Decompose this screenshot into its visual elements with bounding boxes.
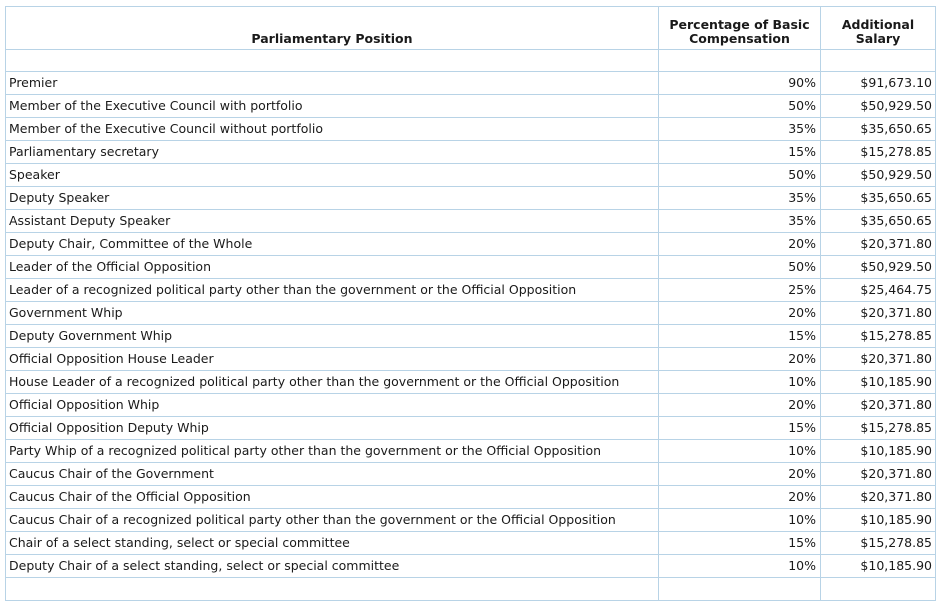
salary-cell: $10,185.90 — [821, 555, 936, 578]
spacer-row — [6, 50, 936, 72]
percentage-cell: 10% — [659, 509, 821, 532]
table-row — [6, 141, 936, 164]
table-row — [6, 210, 936, 233]
position-cell: Member of the Executive Council without portfolio — [6, 118, 659, 141]
table-row — [6, 417, 936, 440]
table-row — [6, 302, 936, 325]
header-percentage-line1: Percentage of Basic — [669, 17, 810, 32]
table-row — [6, 164, 936, 187]
table-row — [6, 95, 936, 118]
table-row — [6, 486, 936, 509]
table-header — [6, 7, 936, 50]
salary-cell: $20,371.80 — [821, 348, 936, 371]
header-salary-line2: Salary — [855, 31, 901, 46]
position-cell: Official Opposition House Leader — [6, 348, 659, 371]
position-cell: Caucus Chair of the Government — [6, 463, 659, 486]
table-row — [6, 371, 936, 394]
table-row — [6, 348, 936, 371]
table-row — [6, 256, 936, 279]
position-cell: Member of the Executive Council with portfolio — [6, 95, 659, 118]
compensation-table — [5, 6, 936, 601]
salary-cell: $20,371.80 — [821, 486, 936, 509]
salary-cell: $20,371.80 — [821, 463, 936, 486]
header-salary-line1: Additional — [841, 17, 915, 32]
table-row — [6, 509, 936, 532]
salary-cell: $25,464.75 — [821, 279, 936, 302]
empty-cell — [6, 578, 659, 601]
percentage-cell: 15% — [659, 532, 821, 555]
position-cell: Leader of the Official Opposition — [6, 256, 659, 279]
position-cell: Caucus Chair of a recognized political party other than the government or the Official Opposition — [6, 509, 659, 532]
salary-cell: $10,185.90 — [821, 509, 936, 532]
position-cell: Leader of a recognized political party other than the government or the Official Opposition — [6, 279, 659, 302]
table-row — [6, 72, 936, 95]
empty-cell — [6, 50, 659, 72]
salary-cell: $20,371.80 — [821, 394, 936, 417]
table-row — [6, 187, 936, 210]
header-percentage — [659, 7, 821, 50]
position-cell: Official Opposition Whip — [6, 394, 659, 417]
position-cell: House Leader of a recognized political party other than the government or the Official Opposition — [6, 371, 659, 394]
empty-cell — [821, 50, 936, 72]
table-row — [6, 279, 936, 302]
table-row — [6, 233, 936, 256]
salary-cell: $15,278.85 — [821, 325, 936, 348]
position-cell: Chair of a select standing, select or special committee — [6, 532, 659, 555]
header-percentage-line2: Compensation — [689, 31, 790, 46]
header-position-label: Parliamentary Position — [251, 31, 413, 46]
salary-cell: $20,371.80 — [821, 233, 936, 256]
table-row — [6, 555, 936, 578]
salary-cell: $10,185.90 — [821, 371, 936, 394]
table-row — [6, 532, 936, 555]
table-row — [6, 325, 936, 348]
percentage-cell: 35% — [659, 118, 821, 141]
position-cell: Deputy Chair of a select standing, select or special committee — [6, 555, 659, 578]
salary-cell: $50,929.50 — [821, 95, 936, 118]
percentage-cell: 10% — [659, 555, 821, 578]
percentage-cell: 15% — [659, 417, 821, 440]
percentage-cell: 35% — [659, 210, 821, 233]
salary-cell: $15,278.85 — [821, 417, 936, 440]
percentage-cell: 15% — [659, 141, 821, 164]
percentage-cell: 50% — [659, 164, 821, 187]
percentage-cell: 10% — [659, 440, 821, 463]
percentage-cell: 50% — [659, 95, 821, 118]
spacer-row — [6, 578, 936, 601]
position-cell: Party Whip of a recognized political party other than the government or the Official Opposition — [6, 440, 659, 463]
salary-cell: $35,650.65 — [821, 210, 936, 233]
percentage-cell: 20% — [659, 394, 821, 417]
percentage-cell: 90% — [659, 72, 821, 95]
salary-cell: $35,650.65 — [821, 118, 936, 141]
table-body — [6, 50, 936, 601]
position-cell: Deputy Chair, Committee of the Whole — [6, 233, 659, 256]
table-row — [6, 440, 936, 463]
percentage-cell: 50% — [659, 256, 821, 279]
percentage-cell: 20% — [659, 348, 821, 371]
table-row — [6, 463, 936, 486]
empty-cell — [821, 578, 936, 601]
salary-cell: $10,185.90 — [821, 440, 936, 463]
empty-cell — [659, 578, 821, 601]
position-cell: Parliamentary secretary — [6, 141, 659, 164]
percentage-cell: 20% — [659, 463, 821, 486]
salary-cell: $35,650.65 — [821, 187, 936, 210]
percentage-cell: 20% — [659, 486, 821, 509]
header-row — [6, 7, 936, 50]
position-cell: Speaker — [6, 164, 659, 187]
salary-cell: $15,278.85 — [821, 141, 936, 164]
table-row — [6, 118, 936, 141]
salary-cell: $91,673.10 — [821, 72, 936, 95]
position-cell: Deputy Government Whip — [6, 325, 659, 348]
position-cell: Premier — [6, 72, 659, 95]
salary-cell: $20,371.80 — [821, 302, 936, 325]
percentage-cell: 25% — [659, 279, 821, 302]
salary-cell: $15,278.85 — [821, 532, 936, 555]
percentage-cell: 10% — [659, 371, 821, 394]
position-cell: Assistant Deputy Speaker — [6, 210, 659, 233]
position-cell: Deputy Speaker — [6, 187, 659, 210]
percentage-cell: 20% — [659, 302, 821, 325]
percentage-cell: 35% — [659, 187, 821, 210]
table-row — [6, 394, 936, 417]
salary-cell: $50,929.50 — [821, 256, 936, 279]
position-cell: Caucus Chair of the Official Opposition — [6, 486, 659, 509]
empty-cell — [659, 50, 821, 72]
percentage-cell: 15% — [659, 325, 821, 348]
header-salary — [821, 7, 936, 50]
position-cell: Government Whip — [6, 302, 659, 325]
header-parliamentary-position — [6, 7, 659, 50]
percentage-cell: 20% — [659, 233, 821, 256]
position-cell: Official Opposition Deputy Whip — [6, 417, 659, 440]
salary-cell: $50,929.50 — [821, 164, 936, 187]
